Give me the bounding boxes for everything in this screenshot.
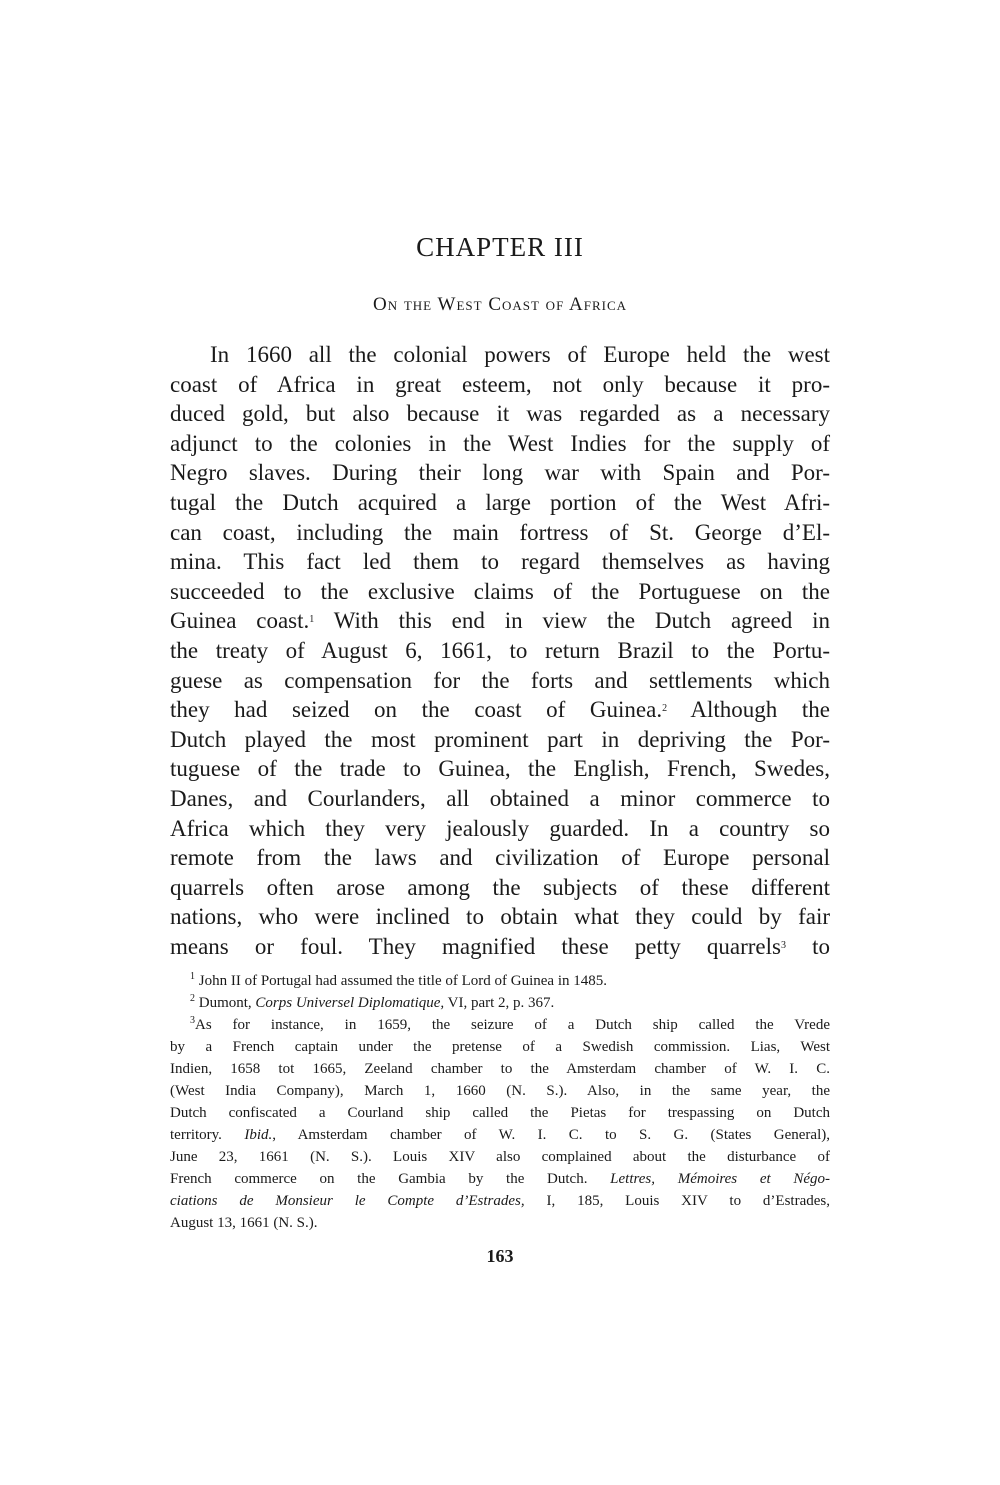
- footnote-text: , Amsterdam chamber of W. I. C. to S. G. (States General),: [272, 1127, 830, 1143]
- body-line: adjunct to the colonies in the West Indies for the supply of: [170, 430, 830, 456]
- footnotes: [170, 970, 830, 1234]
- footnote-ref: 1: [309, 614, 315, 626]
- footnote-marker: 3: [190, 1015, 195, 1026]
- footnote-3-line: August 13, 1661 (N. S.).: [170, 1215, 318, 1231]
- body-line: tugal the Dutch acquired a large portion of the West Afri-: [170, 489, 830, 515]
- footnote-ref: 3: [780, 939, 786, 951]
- body-text-fragment: means or foul. They magnified these petty quarrels: [170, 933, 781, 959]
- footnote-3-line: by a French captain under the pretense of a Swedish commission. Lias, West: [170, 1039, 830, 1055]
- footnote-3-line: Dutch confiscated a Courland ship called the Pietas for trespassing on Dutch: [170, 1105, 830, 1121]
- footnote-text: John II of Portugal had assumed the title of Lord of Guinea in 1485.: [198, 973, 608, 989]
- body-line: [170, 932, 830, 962]
- body-text-fragment: to: [812, 933, 830, 959]
- chapter-subtitle: On the West Coast of Africa: [372, 294, 628, 315]
- body-line: tuguese of the trade to Guinea, the English, French, Swedes,: [170, 756, 830, 782]
- footnote-text: territory.: [170, 1127, 245, 1143]
- footnote-3-line: Indien, 1658 tot 1665, Zeeland chamber to the Amsterdam chamber of W. I. C.: [170, 1061, 830, 1077]
- footnote-text: I, 185, Louis XIV to d’Estrades,: [524, 1193, 830, 1209]
- body-text-fragment: Guinea coast.: [170, 608, 310, 634]
- footnote-text: VI, part 2, p. 367.: [444, 995, 555, 1011]
- footnote-marker: 2: [190, 993, 195, 1004]
- body-line: remote from the laws and civilization of Europe personal: [170, 845, 830, 871]
- footnote-text: Dumont,: [198, 995, 256, 1011]
- body-line: [170, 606, 830, 636]
- body-line: Negro slaves. During their long war with Spain and Por-: [170, 460, 830, 486]
- body-line: the treaty of August 6, 1661, to return Brazil to the Portu-: [170, 637, 830, 663]
- body-line: In 1660 all the colonial powers of Europe held the west: [210, 342, 830, 367]
- body-line: guese as compensation for the forts and settlements which: [170, 667, 830, 693]
- body-line: Africa which they very jealously guarded. In a country so: [170, 815, 830, 841]
- footnote-3-line: [170, 1014, 830, 1036]
- chapter-title: CHAPTER III: [416, 232, 584, 262]
- body-line: can coast, including the main fortress of St. George d’El-: [170, 519, 830, 545]
- body-line: Dutch played the most prominent part in depriving the Por-: [170, 726, 830, 752]
- body-text-fragment: they had seized on the coast of Guinea.: [170, 697, 663, 723]
- footnote-3-line: [170, 1168, 830, 1190]
- footnote-3-line: [170, 1124, 830, 1146]
- footnote-3-line: June 23, 1661 (N. S.). Louis XIV also complained about the disturbance of: [170, 1149, 830, 1165]
- footnote-ref: 2: [662, 703, 668, 715]
- citation-title: Lettres, Mémoires et Négo-: [610, 1171, 830, 1187]
- body-paragraph: [170, 340, 830, 961]
- body-text-fragment: Although the: [690, 697, 830, 723]
- footnote-3-line: (West India Company), March 1, 1660 (N. S.). Also, in the same year, the: [170, 1083, 830, 1099]
- body-line: coast of Africa in great esteem, not only because it pro-: [170, 371, 830, 397]
- footnote-text: As for instance, in 1659, the seizure of a Dutch ship called the Vrede: [195, 1017, 830, 1033]
- footnote-1: [170, 970, 830, 992]
- body-line: quarrels often arose among the subjects of these different: [170, 874, 830, 900]
- body-line: duced gold, but also because it was regarded as a necessary: [170, 401, 830, 427]
- footnote-2: [170, 992, 830, 1014]
- citation-title: Corps Universel Diplomatique,: [255, 995, 445, 1011]
- footnote-3-line: [170, 1190, 830, 1212]
- body-line: mina. This fact led them to regard themselves as having: [170, 549, 830, 575]
- footnote-marker: 1: [190, 971, 195, 982]
- footnote-text: French commerce on the Gambia by the Dutch.: [170, 1171, 611, 1187]
- page-number: 163: [486, 1246, 514, 1266]
- body-line: [170, 695, 830, 725]
- body-line: nations, who were inclined to obtain what they could by fair: [170, 904, 830, 930]
- body-text-fragment: With this end in view the Dutch agreed in: [333, 608, 830, 634]
- citation-ibid: Ibid.: [244, 1127, 273, 1143]
- citation-title: ciations de Monsieur le Compte d’Estrades,: [170, 1193, 525, 1209]
- body-line: Danes, and Courlanders, all obtained a minor commerce to: [170, 785, 830, 811]
- body-line: succeeded to the exclusive claims of the Portuguese on the: [170, 578, 830, 604]
